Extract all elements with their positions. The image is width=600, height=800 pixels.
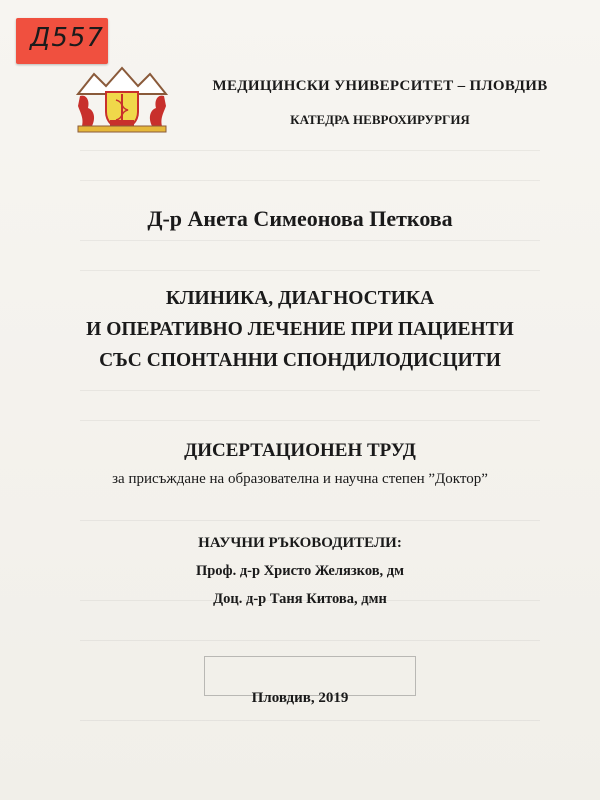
- university-name: МЕДИЦИНСКИ УНИВЕРСИТЕТ – ПЛОВДИВ: [212, 78, 548, 94]
- university-emblem-icon: [72, 66, 172, 134]
- supervisors-heading: НАУЧНИ РЪКОВОДИТЕЛИ:: [198, 535, 402, 551]
- place-and-year: Пловдив, 2019: [251, 690, 349, 706]
- title-line-2: И ОПЕРАТИВНО ЛЕЧЕНИЕ ПРИ ПАЦИЕНТИ: [86, 319, 514, 340]
- author-name: Д-р Анета Симеонова Петкова: [147, 206, 453, 231]
- library-sticker: [16, 18, 108, 64]
- thesis-label: ДИСЕРТАЦИОНЕН ТРУД: [184, 440, 416, 461]
- supervisor-1: Проф. д-р Христо Желязков, дм: [195, 563, 405, 579]
- thesis-purpose: за присъждане на образователна и научна степен ”Доктор”: [112, 471, 488, 487]
- sticker-text: Д557: [30, 23, 104, 53]
- supervisor-2: Доц. д-р Таня Китова, дмн: [213, 591, 387, 607]
- department-name: КАТЕДРА НЕВРОХИРУРГИЯ: [290, 112, 470, 127]
- title-line-3: СЪС СПОНТАННИ СПОНДИЛОДИСЦИТИ: [99, 350, 501, 371]
- title-line-1: КЛИНИКА, ДИАГНОСТИКА: [165, 288, 435, 309]
